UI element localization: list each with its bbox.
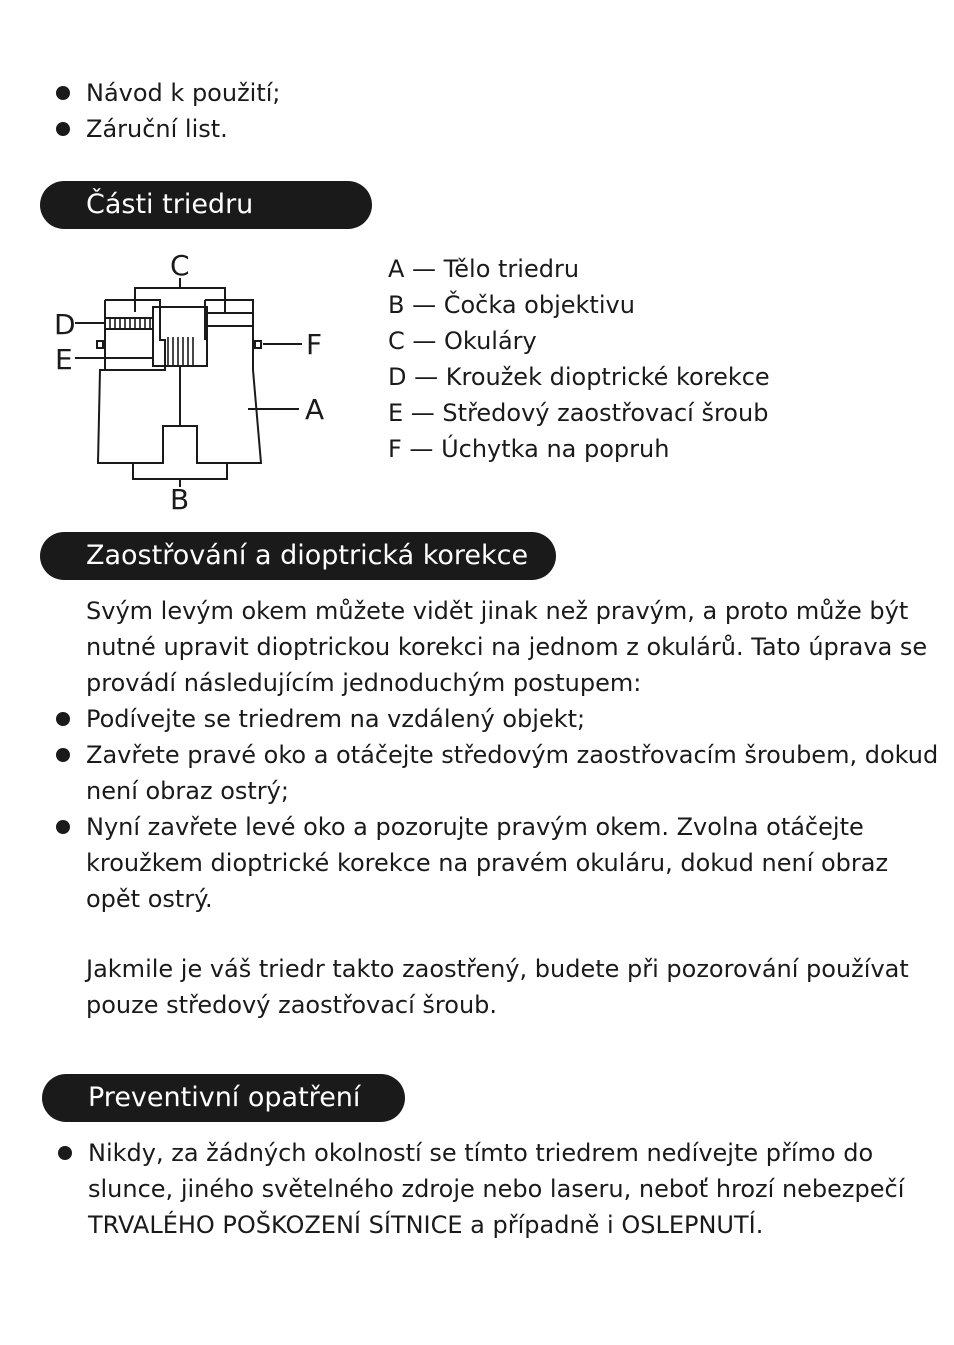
text-line: pouze středový zaostřovací šroub.: [86, 991, 498, 1019]
diagram-label-a: A: [305, 393, 325, 426]
text-line: TRVALÉHO POŠKOZENÍ SÍTNICE a případně i OSLEPNUTÍ.: [88, 1211, 764, 1239]
text-line: není obraz ostrý;: [86, 777, 289, 805]
list-item: [86, 809, 938, 917]
diagram-label-d: D: [54, 308, 76, 341]
precautions-list: [88, 1135, 904, 1243]
text-line: kroužkem dioptrické korekce na pravém okuláru, dokud není obraz: [86, 849, 889, 877]
legend-item: B — Čočka objektivu: [388, 291, 635, 319]
list-item: Záruční list.: [86, 111, 281, 147]
text-line: Nikdy, za žádných okolností se tímto triedrem nedívejte přímo do: [88, 1139, 874, 1167]
section-heading-focusing: Zaostřování a dioptrická korekce: [40, 532, 556, 580]
list-item: [86, 701, 938, 737]
text-line: Nyní zavřete levé oko a pozorujte pravým okem. Zvolna otáčejte: [86, 813, 864, 841]
list-item: [86, 737, 938, 809]
text-line: Zavřete pravé oko a otáčejte středovým zaostřovacím šroubem, dokud: [86, 741, 939, 769]
text-line: Jakmile je váš triedr takto zaostřený, budete při pozorování používat: [86, 955, 909, 983]
legend-item: D — Kroužek dioptrické korekce: [388, 363, 770, 391]
diagram-label-e: E: [55, 343, 73, 376]
legend-item: E — Středový zaostřovací šroub: [388, 399, 769, 427]
focusing-steps: [86, 701, 938, 917]
text-line: Svým levým okem můžete vidět jinak než pravým, a proto může být: [86, 597, 909, 625]
text-line: nutné upravit dioptrickou korekci na jednom z okulárů. Tato úprava se: [86, 633, 928, 661]
diagram-label-c: C: [170, 249, 190, 282]
legend-item: C — Okuláry: [388, 327, 537, 355]
text-line: provádí následujícím jednoduchým postupem:: [86, 669, 642, 697]
intro-list: [86, 75, 281, 147]
binoculars-diagram: [40, 245, 340, 515]
section-heading-precautions: Preventivní opatření: [42, 1074, 405, 1122]
diagram-label-b: B: [170, 483, 190, 515]
section-heading-parts: Části triedru: [40, 181, 372, 229]
text-line: opět ostrý.: [86, 885, 213, 913]
legend-item: A — Tělo triedru: [388, 255, 580, 283]
text-line: slunce, jiného světelného zdroje nebo laseru, neboť hrozí nebezpečí: [88, 1175, 905, 1203]
diagram-label-f: F: [306, 328, 323, 361]
focusing-closing: [86, 951, 909, 1023]
list-item: Návod k použití;: [86, 75, 281, 111]
parts-legend: [388, 251, 770, 467]
list-item: [88, 1135, 904, 1243]
focusing-intro: [86, 593, 927, 701]
legend-item: F — Úchytka na popruh: [388, 435, 670, 463]
text-line: Podívejte se triedrem na vzdálený objekt;: [86, 705, 586, 733]
